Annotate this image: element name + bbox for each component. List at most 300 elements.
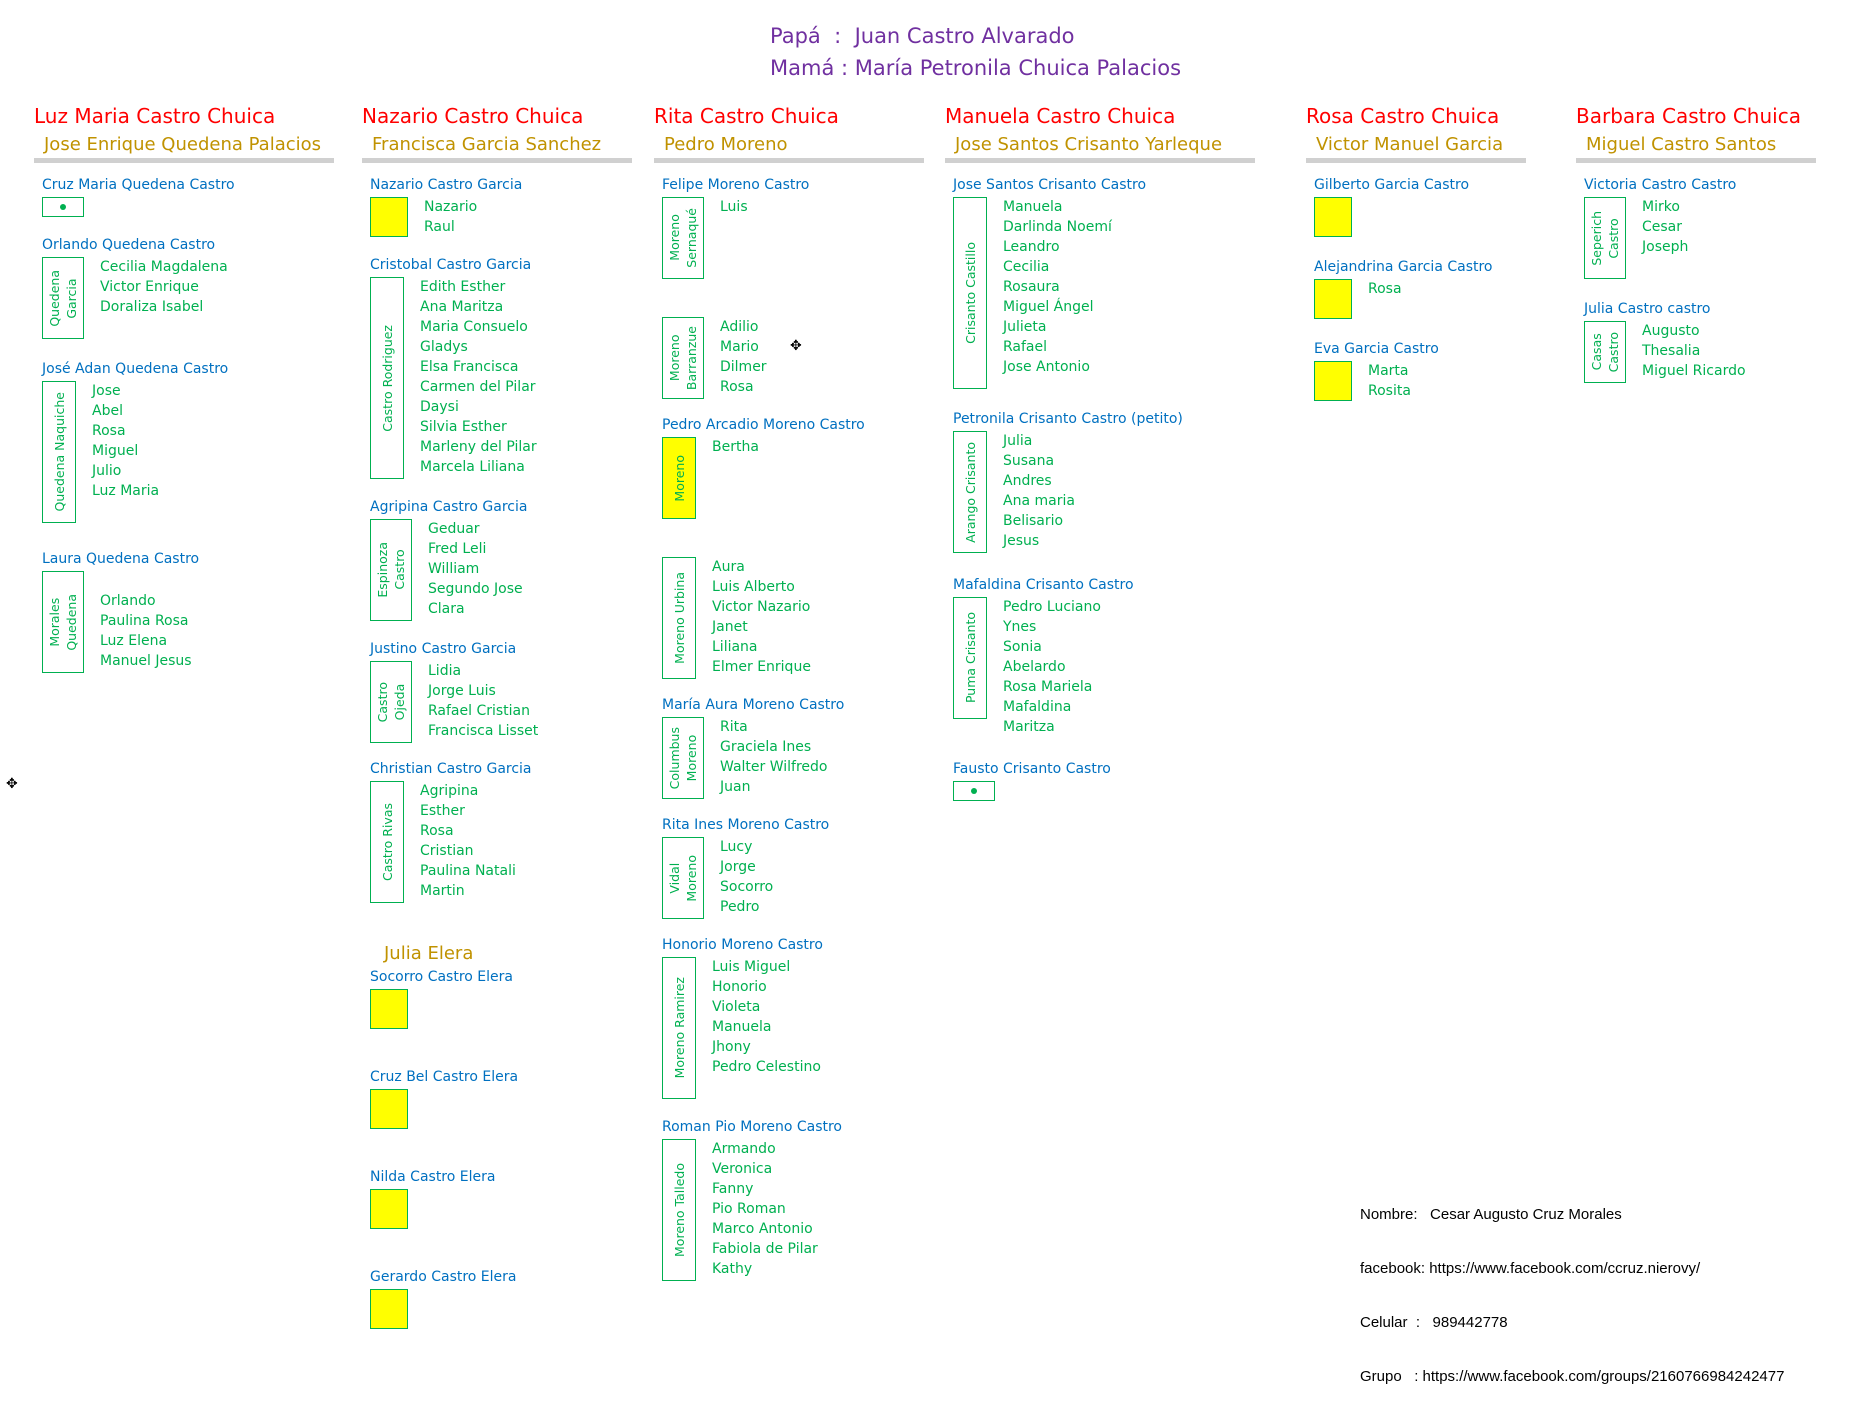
great-grandchild-name: Miguel Ángel <box>1003 299 1094 315</box>
great-grandchild-name: Pedro Luciano <box>1003 599 1101 615</box>
surname-label: Moreno <box>671 454 687 502</box>
great-grandchild-name: Orlando <box>100 593 156 609</box>
great-grandchild-name: Jhony <box>712 1039 751 1055</box>
great-grandchild-name: Cecilia Magdalena <box>100 259 228 275</box>
grandchild-family <box>362 781 632 903</box>
grandchild-entry <box>34 177 334 217</box>
grandchild-entry <box>362 257 632 479</box>
great-grandchild-name: Marco Antonio <box>712 1221 813 1237</box>
great-grandchild-name: Janet <box>712 619 748 635</box>
great-grandchild-name: Rosaura <box>1003 279 1060 295</box>
grandchild-name: Cruz Maria Quedena Castro <box>42 177 235 193</box>
grandchild-entry <box>1306 259 1526 319</box>
grandchild-name: Victoria Castro Castro <box>1584 177 1737 193</box>
great-grandchild-name: Segundo Jose <box>428 581 523 597</box>
grandchild-entry <box>945 177 1255 389</box>
child-name: Barbara Castro Chuica <box>1576 104 1801 128</box>
grandchild-entry <box>654 417 924 519</box>
great-grandchildren-list <box>704 717 827 797</box>
grandchild-entry <box>1576 301 1816 383</box>
child-column <box>945 104 1255 801</box>
great-grandchild-name: Elsa Francisca <box>420 359 519 375</box>
great-grandchildren-list <box>412 519 523 619</box>
great-grandchild-name: Augusto <box>1642 323 1700 339</box>
grandchild-entry <box>654 1119 924 1281</box>
great-grandchild-name: Marcela Liliana <box>420 459 525 475</box>
grandchild-name <box>654 537 924 557</box>
grandchild-family <box>362 197 632 237</box>
great-grandchild-name: Veronica <box>712 1161 773 1177</box>
great-grandchild-name: Jesus <box>1003 533 1040 549</box>
grandchild-entry <box>362 1069 632 1129</box>
great-grandchild-name: Manuela <box>712 1019 772 1035</box>
great-grandchild-name: Ana Maritza <box>420 299 504 315</box>
surname-label: Morales Quedena <box>47 593 79 651</box>
great-grandchild-name: Paulina Rosa <box>100 613 189 629</box>
surname-label: Arango Crisanto <box>962 441 978 543</box>
grandchild-family <box>945 197 1255 389</box>
surname-box <box>662 437 696 519</box>
great-grandchild-name: Abel <box>92 403 123 419</box>
great-grandchild-name: Lucy <box>720 839 753 855</box>
great-grandchildren-list <box>404 781 516 901</box>
great-grandchild-name: Liliana <box>712 639 758 655</box>
grandchild-name: Fausto Crisanto Castro <box>953 761 1111 777</box>
great-grandchild-name: Rosa <box>720 379 754 395</box>
grandchild-family <box>654 837 924 919</box>
surname-box <box>662 957 696 1099</box>
grandchild-entry <box>654 817 924 919</box>
great-grandchild-name: Graciela Ines <box>720 739 812 755</box>
great-grandchild-name: Julieta <box>1003 319 1047 335</box>
grandchild-entry <box>362 969 632 1029</box>
great-grandchildren-list <box>696 957 821 1077</box>
great-grandchild-name <box>712 457 759 477</box>
great-grandchild-name: Rosa <box>1368 281 1402 297</box>
surname-box <box>953 197 987 389</box>
great-grandchildren-list <box>84 257 228 317</box>
great-grandchild-name: Luz Maria <box>92 483 160 499</box>
grandchild-family <box>34 571 334 673</box>
great-grandchild-name: Rosita <box>1368 383 1411 399</box>
great-grandchild-name: Marleny del Pilar <box>420 439 537 455</box>
grandchild-entry <box>1306 177 1526 237</box>
parents-header <box>770 20 1181 84</box>
great-grandchild-name: Martin <box>420 883 465 899</box>
great-grandchild-name <box>720 237 748 257</box>
great-grandchild-name: Manuel Jesus <box>100 653 192 669</box>
surname-box <box>953 781 995 801</box>
great-grandchildren-list <box>1626 197 1688 257</box>
great-grandchild-name: Cesar <box>1642 219 1683 235</box>
contact-name: Nombre: Cesar Augusto Cruz Morales <box>1360 1206 1622 1223</box>
great-grandchild-name: Cecilia <box>1003 259 1050 275</box>
grandchild-entry <box>362 761 632 903</box>
grandchild-name: Rita Ines Moreno Castro <box>662 817 830 833</box>
child-column <box>362 104 632 1329</box>
child-column <box>654 104 924 1281</box>
great-grandchild-name: Victor Enrique <box>100 279 199 295</box>
surname-box <box>662 837 704 919</box>
great-grandchild-name <box>720 217 748 237</box>
grandchild-name: Socorro Castro Elera <box>370 969 513 985</box>
surname-box <box>370 519 412 621</box>
great-grandchild-name: Cristian <box>420 843 474 859</box>
great-grandchildren-list <box>1352 279 1402 299</box>
great-grandchild-name <box>100 571 192 591</box>
great-grandchild-name: Luis Alberto <box>712 579 795 595</box>
grandchild-family <box>362 1189 632 1229</box>
grandchild-family <box>1306 361 1526 401</box>
surname-label: Crisanto Castillo <box>962 242 978 344</box>
grandchild-name: Gilberto Garcia Castro <box>1314 177 1470 193</box>
surname-box <box>370 781 404 903</box>
surname-label: Vidal Moreno <box>667 854 699 902</box>
great-grandchild-name: Pio Roman <box>712 1201 786 1217</box>
grandchild-name: Pedro Arcadio Moreno Castro <box>662 417 865 433</box>
great-grandchildren-list <box>704 837 773 917</box>
great-grandchildren-list <box>76 381 159 501</box>
surname-label: Moreno Barranzue <box>667 325 699 391</box>
grandchild-entry <box>945 761 1255 801</box>
grandchild-entry <box>654 937 924 1099</box>
great-grandchild-name: Violeta <box>712 999 761 1015</box>
great-grandchild-name: Abelardo <box>1003 659 1066 675</box>
grandchild-name: Mafaldina Crisanto Castro <box>953 577 1134 593</box>
great-grandchild-name: Fred Leli <box>428 541 487 557</box>
spouse-name: Pedro Moreno <box>654 134 924 163</box>
dot-icon <box>60 204 66 210</box>
surname-label: Castro Rivas <box>379 802 395 881</box>
great-grandchild-name: Jose Antonio <box>1003 359 1090 375</box>
surname-box <box>662 197 704 279</box>
great-grandchild-name: Joseph <box>1642 239 1689 255</box>
spouse-name: Miguel Castro Santos <box>1576 134 1816 163</box>
great-grandchild-name: Doraliza Isabel <box>100 299 204 315</box>
grandchild-name: Gerardo Castro Elera <box>370 1269 517 1285</box>
great-grandchild-name: Jose <box>92 383 121 399</box>
great-grandchildren-list <box>404 277 537 477</box>
great-grandchild-name: Raul <box>424 219 455 235</box>
grandchild-name: Cruz Bel Castro Elera <box>370 1069 519 1085</box>
great-grandchildren-list <box>987 597 1101 737</box>
grandchild-family <box>654 1139 924 1281</box>
grandchild-name <box>654 297 924 317</box>
spouse-name: Victor Manuel Garcia <box>1306 134 1526 163</box>
grandchild-name: Alejandrina Garcia Castro <box>1314 259 1493 275</box>
grandchild-entry <box>34 551 334 673</box>
grandchild-name: José Adan Quedena Castro <box>42 361 229 377</box>
great-grandchild-name: Marta <box>1368 363 1409 379</box>
contact-phone: Celular : 989442778 <box>1360 1314 1508 1331</box>
grandchild-name: Laura Quedena Castro <box>42 551 200 567</box>
great-grandchildren-list <box>987 431 1075 551</box>
great-grandchild-name: Lidia <box>428 663 462 679</box>
cursor-icon: ✥ <box>6 776 18 792</box>
grandchild-name: Honorio Moreno Castro <box>662 937 823 953</box>
grandchild-name: Felipe Moreno Castro <box>662 177 810 193</box>
surname-box <box>370 197 408 237</box>
contact-group: Grupo : https://www.facebook.com/groups/2160766984242477 <box>1360 1368 1785 1385</box>
great-grandchild-name: Pedro <box>720 899 760 915</box>
great-grandchild-name: Dilmer <box>720 359 767 375</box>
surname-box <box>42 197 84 217</box>
great-grandchild-name: Maritza <box>1003 719 1055 735</box>
grandchild-family <box>1306 197 1526 237</box>
surname-box <box>1314 361 1352 401</box>
grandchild-family <box>362 519 632 621</box>
father-name: Papá : Juan Castro Alvarado <box>770 24 1075 48</box>
child-name: Manuela Castro Chuica <box>945 104 1176 128</box>
great-grandchild-name: Rosa <box>92 423 126 439</box>
grandchild-entry <box>362 499 632 621</box>
great-grandchild-name: Adilio <box>720 319 759 335</box>
grandchild-name: Orlando Quedena Castro <box>42 237 216 253</box>
child-column <box>1576 104 1816 383</box>
surname-box <box>370 1289 408 1329</box>
great-grandchild-name: Leandro <box>1003 239 1060 255</box>
grandchild-family <box>1306 279 1526 319</box>
great-grandchild-name: Honorio <box>712 979 767 995</box>
grandchild-family <box>362 1089 632 1129</box>
great-grandchild-name: Victor Nazario <box>712 599 811 615</box>
great-grandchild-name: Fanny <box>712 1181 754 1197</box>
grandchild-family <box>1576 321 1816 383</box>
great-grandchild-name: Jorge Luis <box>428 683 496 699</box>
great-grandchild-name: Luis <box>720 199 748 215</box>
great-grandchild-name: Pedro Celestino <box>712 1059 821 1075</box>
child-name: Rosa Castro Chuica <box>1306 104 1500 128</box>
grandchild-family <box>362 661 632 743</box>
great-grandchild-name: Bertha <box>712 439 759 455</box>
surname-label: Moreno Talledo <box>671 1163 687 1257</box>
great-grandchild-name: Fabiola de Pilar <box>712 1241 818 1257</box>
great-grandchild-name: Geduar <box>428 521 480 537</box>
great-grandchild-name: Socorro <box>720 879 774 895</box>
surname-box <box>953 597 987 719</box>
great-grandchild-name: Paulina Natali <box>420 863 516 879</box>
grandchild-name: Nazario Castro Garcia <box>370 177 523 193</box>
surname-label: Castro Rodriguez <box>379 324 395 432</box>
great-grandchild-name: Mirko <box>1642 199 1680 215</box>
grandchild-entry <box>654 297 924 399</box>
great-grandchild-name: Esther <box>420 803 465 819</box>
great-grandchild-name: William <box>428 561 480 577</box>
great-grandchildren-list <box>412 661 538 741</box>
great-grandchild-name: Ana maria <box>1003 493 1075 509</box>
grandchild-name: María Aura Moreno Castro <box>662 697 845 713</box>
grandchild-family <box>34 197 334 217</box>
spouse-name: Jose Enrique Quedena Palacios <box>34 134 334 163</box>
surname-box <box>662 317 704 399</box>
grandchild-family <box>945 597 1255 737</box>
surname-box <box>1314 279 1352 319</box>
second-spouse-name: Julia Elera <box>384 943 474 964</box>
surname-label: Casas Castro <box>1589 331 1621 373</box>
great-grandchildren-list <box>704 317 767 397</box>
grandchild-name: Petronila Crisanto Castro (petito) <box>953 411 1183 427</box>
surname-label: Quedena Garcia <box>47 269 79 327</box>
grandchild-family <box>654 317 924 399</box>
grandchild-name: Christian Castro Garcia <box>370 761 532 777</box>
grandchild-entry <box>362 177 632 237</box>
great-grandchild-name: Armando <box>712 1141 776 1157</box>
great-grandchild-name <box>720 257 748 277</box>
grandchild-entry <box>1576 177 1816 279</box>
surname-box <box>662 557 696 679</box>
grandchild-name: Jose Santos Crisanto Castro <box>953 177 1147 193</box>
spouse-name: Francisca Garcia Sanchez <box>362 134 632 163</box>
grandchild-entry <box>654 177 924 279</box>
great-grandchild-name: Mario <box>720 339 759 355</box>
child-name: Rita Castro Chuica <box>654 104 839 128</box>
grandchild-family <box>362 989 632 1029</box>
great-grandchild-name <box>712 477 759 497</box>
surname-box <box>42 257 84 339</box>
great-grandchild-name: Darlinda Noemí <box>1003 219 1112 235</box>
spouse-name: Jose Santos Crisanto Yarleque <box>945 134 1255 163</box>
great-grandchild-name: Sonia <box>1003 639 1042 655</box>
great-grandchildren-list <box>84 571 192 671</box>
surname-label: Puma Crisanto <box>962 612 978 704</box>
great-grandchild-name: Rita <box>720 719 748 735</box>
great-grandchild-name: Nazario <box>424 199 478 215</box>
grandchild-family <box>654 717 924 799</box>
grandchild-entry <box>654 697 924 799</box>
surname-label: Quedena Naquiche <box>51 392 67 512</box>
grandchild-entry <box>945 411 1255 553</box>
grandchild-family <box>1576 197 1816 279</box>
great-grandchild-name <box>712 497 759 517</box>
great-grandchildren-list <box>696 557 811 677</box>
move-cursor-icon: ✥ <box>790 338 802 354</box>
grandchild-name: Roman Pio Moreno Castro <box>662 1119 842 1135</box>
grandchild-family <box>362 277 632 479</box>
great-grandchild-name: Thesalia <box>1642 343 1701 359</box>
great-grandchild-name: Susana <box>1003 453 1055 469</box>
grandchild-name: Julia Castro castro <box>1584 301 1711 317</box>
surname-box <box>662 1139 696 1281</box>
surname-label: Castro Ojeda <box>375 681 407 723</box>
great-grandchild-name: Walter Wilfredo <box>720 759 828 775</box>
great-grandchild-name: Agripina <box>420 783 479 799</box>
great-grandchildren-list <box>408 197 477 237</box>
great-grandchild-name: Rosa <box>420 823 454 839</box>
great-grandchild-name: Carmen del Pilar <box>420 379 536 395</box>
great-grandchild-name: Francisca Lisset <box>428 723 539 739</box>
surname-box <box>370 989 408 1029</box>
child-name: Luz Maria Castro Chuica <box>34 104 276 128</box>
great-grandchild-name: Andres <box>1003 473 1052 489</box>
great-grandchild-name: Jorge <box>720 859 756 875</box>
grandchild-entry <box>362 641 632 743</box>
grandchild-name: Agripina Castro Garcia <box>370 499 528 515</box>
dot-icon <box>971 788 977 794</box>
surname-box <box>1584 321 1626 383</box>
grandchild-family <box>654 557 924 679</box>
great-grandchild-name: Julio <box>92 463 122 479</box>
great-grandchildren-list <box>696 437 759 517</box>
great-grandchildren-list <box>1352 361 1411 401</box>
great-grandchild-name: Maria Consuelo <box>420 319 528 335</box>
surname-box <box>662 717 704 799</box>
grandchild-entry <box>945 577 1255 737</box>
grandchild-name: Justino Castro Garcia <box>370 641 517 657</box>
great-grandchild-name: Belisario <box>1003 513 1064 529</box>
surname-label: Moreno Ramirez <box>671 977 687 1079</box>
grandchild-family <box>654 437 924 519</box>
surname-box <box>42 381 76 523</box>
surname-label: Moreno Sernaqué <box>667 208 699 268</box>
surname-box <box>370 1089 408 1129</box>
great-grandchild-name: Ynes <box>1003 619 1037 635</box>
grandchild-family <box>362 1289 632 1329</box>
surname-box <box>370 1189 408 1229</box>
grandchild-family <box>654 197 924 279</box>
great-grandchildren-list <box>704 197 748 277</box>
great-grandchild-name: Kathy <box>712 1261 753 1277</box>
grandchild-name: Eva Garcia Castro <box>1314 341 1439 357</box>
great-grandchild-name: Clara <box>428 601 465 617</box>
surname-box <box>370 277 404 479</box>
grandchild-entry <box>34 237 334 339</box>
surname-label: Columbus Moreno <box>667 726 699 790</box>
surname-box <box>42 571 84 673</box>
surname-label: Moreno Urbina <box>671 572 687 664</box>
surname-box <box>1584 197 1626 279</box>
surname-box <box>953 431 987 553</box>
contact-info <box>1360 1170 1784 1404</box>
great-grandchild-name: Luis Miguel <box>712 959 791 975</box>
great-grandchild-name: Edith Esther <box>420 279 506 295</box>
grandchild-name: Cristobal Castro Garcia <box>370 257 532 273</box>
grandchild-entry <box>34 361 334 523</box>
surname-box <box>1314 197 1352 237</box>
child-column <box>1306 104 1526 401</box>
child-column <box>34 104 334 673</box>
grandchild-entry <box>362 1169 632 1229</box>
grandchild-entry <box>654 537 924 679</box>
grandchild-entry <box>1306 341 1526 401</box>
grandchild-family <box>945 431 1255 553</box>
great-grandchildren-list <box>1626 321 1746 381</box>
great-grandchild-name: Mafaldina <box>1003 699 1072 715</box>
great-grandchild-name: Rosa Mariela <box>1003 679 1093 695</box>
great-grandchild-name: Juan <box>720 779 751 795</box>
great-grandchildren-list <box>987 197 1112 377</box>
great-grandchild-name: Luz Elena <box>100 633 168 649</box>
great-grandchild-name: Miguel Ricardo <box>1642 363 1746 379</box>
surname-label: Espinoza Castro <box>375 542 407 598</box>
surname-box <box>370 661 412 743</box>
grandchild-family <box>34 257 334 339</box>
contact-facebook: facebook: https://www.facebook.com/ccruz.nierovy/ <box>1360 1260 1701 1277</box>
great-grandchild-name: Miguel <box>92 443 139 459</box>
great-grandchild-name: Julia <box>1003 433 1033 449</box>
surname-label: Seperich Castro <box>1589 210 1621 266</box>
grandchild-family <box>945 781 1255 801</box>
grandchild-family <box>654 957 924 1099</box>
great-grandchild-name: Daysi <box>420 399 459 415</box>
great-grandchild-name: Manuela <box>1003 199 1063 215</box>
great-grandchild-name: Aura <box>712 559 745 575</box>
grandchild-name: Nilda Castro Elera <box>370 1169 496 1185</box>
grandchild-family <box>34 381 334 523</box>
child-name: Nazario Castro Chuica <box>362 104 584 128</box>
mother-name: Mamá : María Petronila Chuica Palacios <box>770 56 1182 80</box>
great-grandchildren-list <box>696 1139 818 1279</box>
great-grandchild-name: Rafael <box>1003 339 1048 355</box>
